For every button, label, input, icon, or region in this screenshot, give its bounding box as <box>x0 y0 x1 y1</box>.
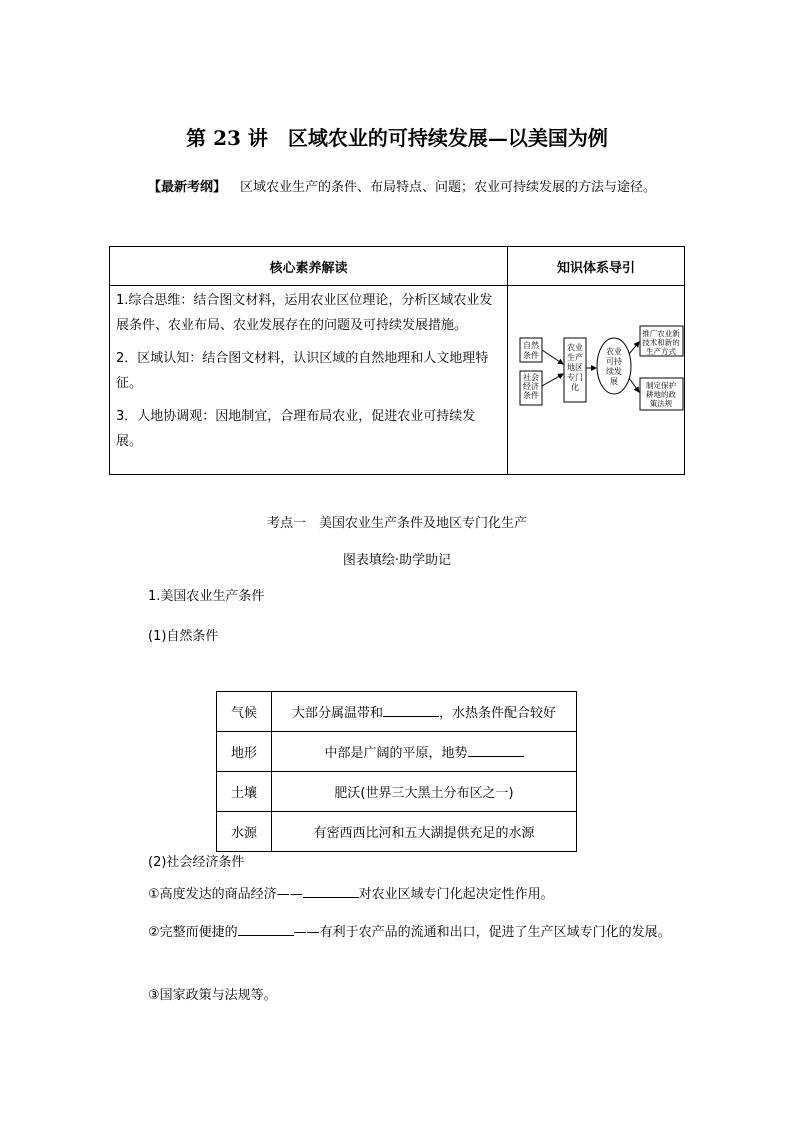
label-sus-4: 展 <box>610 377 618 386</box>
label-spec-5: 化 <box>571 383 579 392</box>
page-title: 第 23 讲 区域农业的可持续发展—以美国为例 <box>186 126 608 150</box>
fill-blank[interactable] <box>238 923 294 936</box>
label-social-3: 条件 <box>523 391 539 400</box>
table-row <box>217 732 577 772</box>
heading-natural-conditions: (1)自然条件 <box>148 629 219 644</box>
paragraph-policy: ③国家政策与法规等。 <box>148 988 277 1003</box>
table-row <box>217 772 577 812</box>
condition-key: 土壤 <box>217 772 272 812</box>
label-sus-1: 农业 <box>606 347 622 356</box>
label-social-2: 经济 <box>523 382 539 391</box>
condition-key: 地形 <box>217 732 272 772</box>
condition-key: 气候 <box>217 692 272 732</box>
natural-conditions-table <box>216 691 577 852</box>
fill-blank[interactable] <box>468 744 524 757</box>
header-knowledge-guide: 知识体系导引 <box>508 247 685 286</box>
paragraph-transport <box>118 920 688 946</box>
p2-text: ②完整而便捷的 <box>148 925 238 940</box>
value-text: 中部是广阔的平原，地势 <box>324 746 468 761</box>
heading-socioeconomic-conditions: (2)社会经济条件 <box>148 855 245 870</box>
condition-value: 有密西西比河和五大湖提供充足的水源 <box>272 812 577 852</box>
literacy-item-1: 1.综合思维：结合图文材料，运用农业区位理论，分析区域农业发展条件、农业布局、农业发展存在的问题及可持续发展措施。 <box>116 293 493 333</box>
label-policy-1: 制定保护 <box>646 381 676 390</box>
fill-blank[interactable] <box>303 885 359 898</box>
label-natural-2: 条件 <box>523 351 539 360</box>
label-spec-2: 生产 <box>567 353 583 362</box>
knowledge-diagram <box>508 286 684 470</box>
label-sus-2: 可持 <box>606 357 622 366</box>
label-tech-1: 推广农业新 <box>642 329 680 338</box>
condition-value <box>272 732 577 772</box>
literacy-table <box>109 246 685 475</box>
label-spec-3: 地区 <box>567 363 583 372</box>
paragraph-economy <box>148 882 688 908</box>
condition-value <box>272 692 577 732</box>
arrow-natural <box>542 350 563 364</box>
section-subtitle: 图表填绘·助学助记 <box>342 553 452 568</box>
arrow-social <box>542 374 563 386</box>
label-spec-1: 农业 <box>567 343 583 352</box>
label-tech-3: 生产方式 <box>646 347 676 356</box>
arrow-to-policy <box>629 378 639 392</box>
condition-value: 肥沃(世界三大黑土分布区之一) <box>272 772 577 812</box>
heading-production-conditions: 1.美国农业生产条件 <box>148 589 265 604</box>
value-text-after: ，水热条件配合较好 <box>439 706 557 721</box>
condition-key: 水源 <box>217 812 272 852</box>
header-core-literacy: 核心素养解读 <box>110 247 508 286</box>
label-policy-2: 耕地的政 <box>646 390 676 399</box>
section-title: 考点一 美国农业生产条件及地区专门化生产 <box>266 516 527 531</box>
label-tech-2: 技术和新的 <box>642 338 680 347</box>
p2-text-after: ——有利于农产品的流通和出口，促进了生产区域专门化的发展。 <box>293 925 671 940</box>
knowledge-diagram-cell <box>508 286 685 475</box>
arrow-to-tech <box>629 342 639 354</box>
literacy-item-3: 3．人地协调观：因地制宜，合理布局农业，促进农业可持续发展。 <box>116 409 476 449</box>
label-spec-4: 专门 <box>567 373 583 382</box>
label-sus-3: 续发 <box>606 367 622 376</box>
core-literacy-cell <box>110 286 508 475</box>
label-social-1: 社会 <box>523 373 539 382</box>
label-natural-1: 自然 <box>523 341 539 350</box>
value-text: 大部分属温带和 <box>291 706 383 721</box>
p1-text-after: 对农业区域专门化起决定性作用。 <box>358 887 554 902</box>
p1-text: ①高度发达的商品经济—— <box>148 887 303 902</box>
table-row <box>217 692 577 732</box>
table-row <box>217 812 577 852</box>
syllabus-label: 【最新考纲】 <box>148 180 227 195</box>
syllabus-line <box>148 176 656 195</box>
fill-blank[interactable] <box>383 704 439 717</box>
syllabus-text: 区域农业生产的条件、布局特点、问题；农业可持续发展的方法与途径。 <box>240 180 657 195</box>
literacy-item-2: 2．区域认知：结合图文材料，认识区域的自然地理和人文地理特征。 <box>116 351 489 391</box>
label-policy-3: 策法规 <box>649 399 673 408</box>
